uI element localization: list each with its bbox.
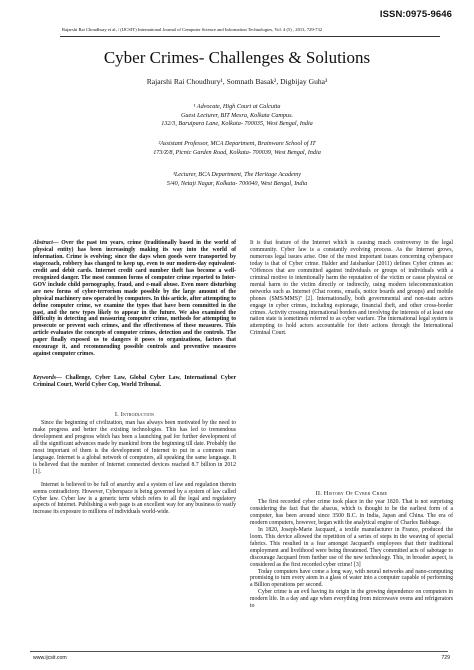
footer-rule	[30, 651, 448, 652]
paragraph: Since the beginning of civilization, man has always been motivated by the need to make progress and better the existing technologies. This has led to tremendous development and progress which has been a launching pad for further development of all the significant advances made by mankind from the beginning till date. Probably the most important of them is the development of Internet to put in a common man language. Internet is a global network of computers, all speaking the same language. It is believed that the number of Internet connected devices reached 8.7 billion in 2012 [1].	[33, 420, 236, 475]
affiliation-line: Guest Lecturer, BIT Mesra, Kolkata Campus.	[180, 111, 294, 119]
affiliation-line: ²Assistant Professor, MCA Department, Brainware School of IT	[158, 140, 316, 147]
paragraph: Today computers have come a long way, with neural networks and nano-computing promising to turn every atom in a glass of water into a computer capable of performing a Billion operations per second.	[250, 568, 453, 589]
paper-authors: Rajarshi Rai Choudhury¹, Somnath Basak², Digbijay Guha³	[146, 77, 328, 86]
affiliation-line: 5/40, Netaji Nagar, Kolkata- 700040, West Bengal, India	[166, 179, 308, 187]
keywords-text: — Challenge, Cyber Law, Global Cyber Law, International Cyber Criminal Court, World Cyber Cop, World Tribunal.	[33, 375, 236, 388]
paragraph: In 1820, Joseph-Marie Jacquard, a textile manufacturer in France, produced the loom. This device allowed the repetition of a series of steps in the weaving of special fabrics. This resulted in a fear amongst Jacquard's employees that their traditional employment and livelihood were being threatened. They committed acts of sabotage to discourage Jacquard from further use of the new technology. This, in broader aspect, is considered as the first recorded cyber crime! [3]	[250, 526, 453, 568]
abstract-label: Abstract	[33, 240, 53, 246]
affiliation-line: ³Lecturer, BCA Department, The Heritage Academy	[172, 171, 302, 178]
keywords-label: Keywords	[33, 375, 56, 381]
paragraph: Internet is believed to be full of anarchy and a system of law and regulation therein seems contradictory. However, Cyberspace is being governed by a system of law called Cyber law. Cyber law is a generic term which refers to all the legal and regulatory aspects of Internet. Publishing a web page is an excellent way for any business to vastly increase its exposure to millions of individuals world-wide.	[33, 481, 236, 516]
keywords	[33, 375, 236, 389]
paragraph: It is that feature of the Internet which is causing much controversy in the legal community. Cyber law is a constantly evolving process. As the Internet grows, numerous legal issues arise. One of the most important issues concerning cyberspace today is that of Cyber crime. Halder and Jaishankar (2011) defines Cyber crimes as: "Offences that are committed against individuals or groups of individuals with a criminal motive to intentionally harm the reputation of the victim or cause physical or mental harm to the victim directly or indirectly, using modern telecommunication networks such as Internet (Chat rooms, emails, notice boards and groups) and mobile phones (SMS/MMS)" [2]. Internationally, both governmental and non-state actors engage in cyber crimes, including espionage, financial theft, and other cross-border crimes. Activity crossing international borders and involving the interests of at least one nation state is sometimes referred to as cyber warfare. The international legal system is attempting to hold actors accountable for their actions through the International Criminal Court.	[250, 240, 453, 337]
journal-citation-line: Rajarshi Rai Choudhury et al, / (IJCSIT) International Journal of Computer Science and Information Technologies, Vol. 4 (5) , 2013, 729-732	[62, 27, 323, 32]
affiliation-3	[0, 171, 474, 188]
right-column-intro-continued	[250, 240, 453, 337]
abstract-text: — Over the past ten years, crime (traditionally based in the world of physical entity) has been increasingly making its way into the world of information. Crime is evolving; since the days when goods were transported by stagecoach, robbery has changed to keep up, even to our modern-day equivalent-credit and debit cards. Internet credit card number theft has become a well-recognized danger. The most common forms of computer crime reported to Inter-GOV include child pornography, fraud, and e-mail abuse. Even more disturbing are new forms of cyber-terrorism made possible by the large amount of the physical machinery now operated by computers. In this article, after attempting to define computer crime, we examine the types that have been committed in the past, and the new types likely to appear in the future. We also examined the difficulty in detecting and measuring computer crime, methods for attempting to prosecute or prevent such crimes, and the effectiveness of these measures. This article evaluates the concepts of computer crimes, detection and the controls. The paper finally exposed us to dangers it poses to organizations, factors that encourage it, and recommending possible controls and preventive measures against computer crimes.	[33, 240, 236, 358]
paragraph: Cyber crime is an evil having its origin in the growing dependence on computers in modern life. In a day and age when everything from microwave ovens and refrigerators to	[250, 589, 453, 610]
paragraph: The first recorded cyber crime took place in the year 1820. That is not surprising considering the fact that the abacus, which is thought to be the earliest form of a computer, has been around since 3500 B.C. in India, Japan and China. The era of modern computers, however, began with the analytical engine of Charles Babbage.	[250, 499, 453, 526]
affiliation-1	[0, 103, 474, 129]
footer-url: www.ijcsit.com	[33, 655, 67, 661]
issn-label: ISSN:0975-9646	[379, 9, 452, 20]
affiliation-2	[0, 140, 474, 157]
affiliation-line: 173/Z/8, Picnic Garden Road, Kolkata- 700039, West Bengal, India	[153, 148, 321, 156]
section-heading-history: II. History Of Cyber Crime	[315, 490, 388, 497]
abstract	[33, 240, 236, 358]
paper-title: Cyber Crimes- Challenges & Solutions	[103, 48, 371, 67]
page-number: 729	[441, 655, 450, 661]
introduction-body	[33, 420, 236, 516]
history-body	[250, 499, 453, 610]
header-rule	[60, 36, 440, 37]
affiliation-line: 132/3, Baruipara Lane, Kolkata- 700035, West Bengal, India	[161, 120, 313, 128]
section-heading-introduction: I. Introduction	[114, 411, 155, 418]
affiliation-line: ¹ Advocate, High Court at Calcutta	[193, 103, 281, 110]
